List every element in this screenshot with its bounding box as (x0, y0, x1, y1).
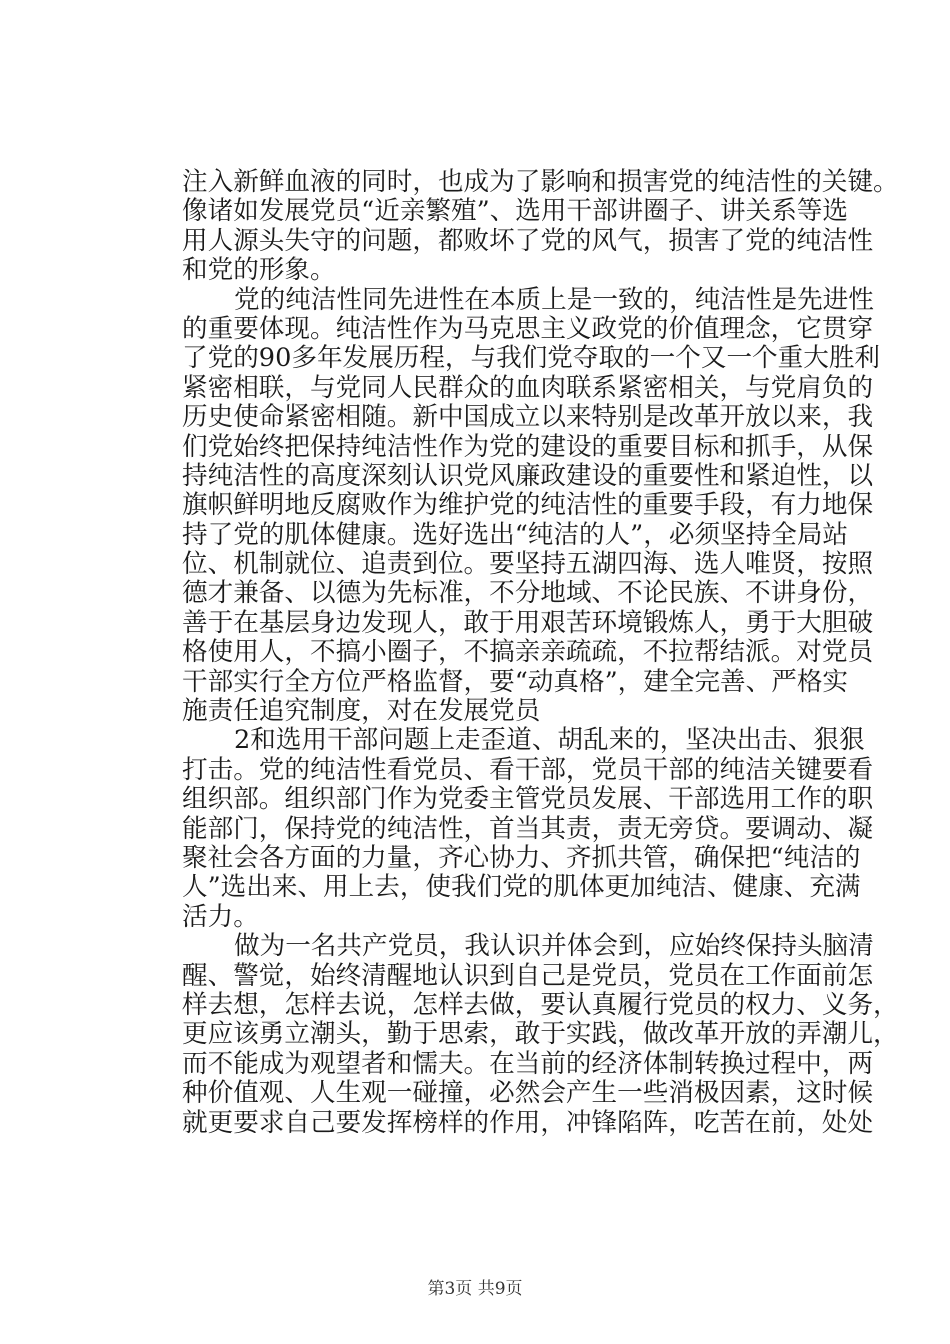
paragraph (182, 284, 881, 727)
text-line: 注入新鲜血液的同时，也成为了影响和损害党的纯洁性的关键。 (182, 167, 899, 197)
text-line: 持了党的肌体健康。选好选出“纯洁的人”，必须坚持全局站 (182, 519, 849, 550)
text-line: 格使用人，不搞小圈子，不搞亲亲疏疏，不拉帮结派。对党员 (182, 637, 874, 668)
text-line: 像诸如发展党员“近亲繁殖”、选用干部讲圈子、讲关系等选 (182, 196, 849, 227)
text-line: 人”选出来、用上去，使我们党的肌体更加纯洁、健康、充满 (182, 872, 861, 903)
text-line: 持纯洁性的高度深刻认识党风廉政建设的重要性和紧迫性，以 (182, 460, 874, 491)
text-line: 用人源头失守的问题，都败坏了党的风气，损害了党的纯洁性 (182, 225, 874, 256)
text-line: 德才兼备、以德为先标准，不分地域、不论民族、不讲身份， (182, 578, 874, 609)
text-line: 2和选用干部问题上走歪道、胡乱来的，坚决出击、狠狠 (234, 725, 865, 756)
text-line: 种价值观、人生观一碰撞，必然会产生一些消极因素，这时候 (182, 1078, 874, 1109)
text-line: 做为一名共产党员，我认识并体会到，应始终保持头脑清 (234, 931, 874, 962)
text-line: 旗帜鲜明地反腐败作为维护党的纯洁性的重要手段，有力地保 (182, 490, 874, 521)
text-line: 聚社会各方面的力量，齐心协力、齐抓共管，确保把“纯洁的 (182, 842, 861, 873)
text-line: 更应该勇立潮头，勤于思索，敢于实践，做改革开放的弄潮儿， (182, 1019, 899, 1050)
text-line: 施责任追究制度，对在发展党员 (182, 696, 541, 727)
text-line: 活力。 (182, 901, 259, 932)
text-line: 打击。党的纯洁性看党员、看干部，党员干部的纯洁关键要看 (182, 754, 874, 785)
text-line: 党的纯洁性同先进性在本质上是一致的，纯洁性是先进性 (234, 284, 874, 315)
text-line: 能部门，保持党的纯洁性，首当其责，责无旁贷。要调动、凝 (182, 813, 874, 844)
paragraph (182, 725, 874, 932)
text-line: 紧密相联，与党同人民群众的血肉联系紧密相关，与党肩负的 (182, 372, 874, 403)
text-line: 组织部。组织部门作为党委主管党员发展、干部选用工作的职 (182, 784, 874, 815)
text-line: 就更要求自己要发挥榜样的作用，冲锋陷阵，吃苦在前，处处 (182, 1107, 874, 1138)
text-line: 了党的90多年发展历程，与我们党夺取的一个又一个重大胜利 (182, 343, 881, 374)
text-line: 干部实行全方位严格监督，要“动真格”，建全完善、严格实 (182, 666, 849, 697)
text-line: 历史使命紧密相随。新中国成立以来特别是改革开放以来，我 (182, 402, 874, 433)
document-body (182, 167, 899, 1138)
page-footer: 第3页 共9页 (427, 1279, 523, 1299)
paragraph (182, 167, 899, 286)
text-line: 位、机制就位、追责到位。要坚持五湖四海、选人唯贤，按照 (182, 549, 874, 580)
text-line: 善于在基层身边发现人，敢于用艰苦环境锻炼人，勇于大胆破 (182, 607, 874, 638)
paragraph (182, 931, 899, 1138)
text-line: 的重要体现。纯洁性作为马克思主义政党的价值理念，它贯穿 (182, 313, 874, 344)
text-line: 样去想，怎样去说，怎样去做，要认真履行党员的权力、义务， (182, 989, 899, 1020)
text-line: 醒、警觉，始终清醒地认识到自己是党员，党员在工作面前怎 (182, 960, 874, 991)
text-line: 们党始终把保持纯洁性作为党的建设的重要目标和抓手，从保 (182, 431, 874, 462)
text-line: 和党的形象。 (182, 255, 336, 286)
text-line: 而不能成为观望者和懦夫。在当前的经济体制转换过程中，两 (182, 1048, 874, 1079)
